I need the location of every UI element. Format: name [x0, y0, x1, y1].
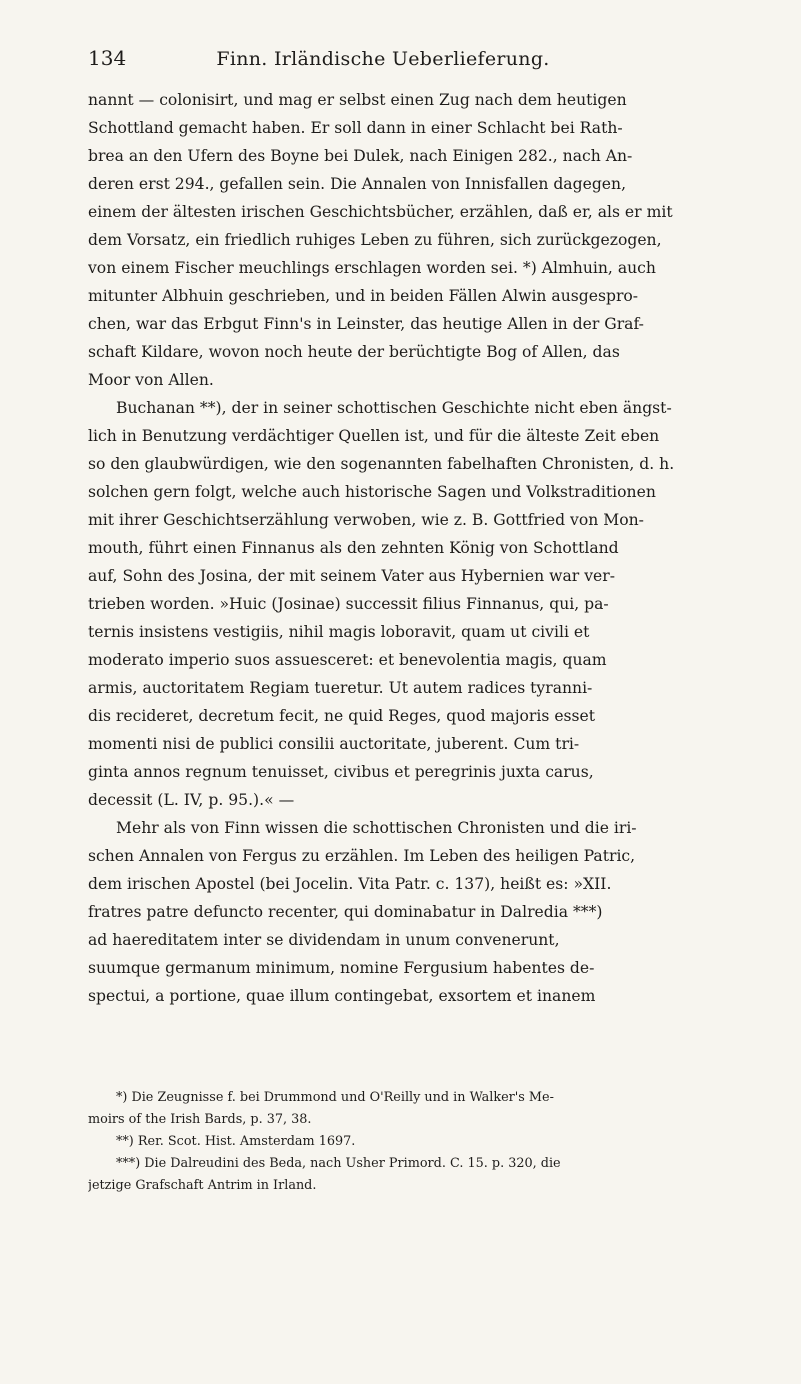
text-line: Moor von Allen. [88, 371, 214, 389]
text-line: moderato imperio suos assuesceret: et benevolentia magis, quam [88, 651, 607, 669]
text-line: decessit (L. IV, p. 95.).« — [88, 791, 295, 809]
text-line: mitunter Albhuin geschrieben, und in beiden Fällen Alwin ausgespro- [88, 287, 639, 305]
text-line: dem Vorsatz, ein friedlich ruhiges Leben zu führen, sich zurückgezogen, [88, 231, 662, 249]
text-line: dis recideret, decretum fecit, ne quid Reges, quod majoris esset [88, 707, 596, 725]
text-line: solchen gern folgt, welche auch historische Sagen und Volkstraditionen [88, 483, 656, 501]
text-line: mouth, führt einen Finnanus als den zehnten König von Schottland [88, 539, 619, 557]
text-line: brea an den Ufern des Boyne bei Dulek, nach Einigen 282., nach An- [88, 147, 633, 165]
text-line: armis, auctoritatem Regiam tueretur. Ut autem radices tyranni- [88, 679, 593, 697]
running-title: Finn. Irländische Ueberlieferung. [216, 48, 550, 70]
footnotes [88, 1087, 681, 1197]
footnote-line: moirs of the Irish Bards, p. 37, 38. [88, 1112, 312, 1127]
text-line: einem der ältesten irischen Geschichtsbücher, erzählen, daß er, als er mit [88, 203, 673, 221]
text-line: so den glaubwürdigen, wie den sogenannten fabelhaften Chronisten, d. h. [88, 455, 675, 473]
text-line: fratres patre defuncto recenter, qui dominabatur in Dalredia ***) [88, 903, 603, 921]
paragraph-start-line: Buchanan **), der in seiner schottischen Geschichte nicht eben ängst- [116, 399, 672, 417]
text-line: auf, Sohn des Josina, der mit seinem Vater aus Hybernien war ver- [88, 567, 615, 585]
text-line: suumque germanum minimum, nomine Fergusium habentes de- [88, 959, 595, 977]
paragraph-start-line: Mehr als von Finn wissen die schottischen Chronisten und die iri- [116, 819, 637, 837]
footnote-line: jetzige Grafschaft Antrim in Irland. [88, 1178, 317, 1193]
text-line: schaft Kildare, wovon noch heute der berüchtigte Bog of Allen, das [88, 343, 620, 361]
footnote-line: ***) Die Dalreudini des Beda, nach Usher Primord. C. 15. p. 320, die [116, 1156, 561, 1171]
text-line: schen Annalen von Fergus zu erzählen. Im Leben des heiligen Patric, [88, 847, 636, 865]
body-text [88, 86, 681, 1010]
text-line: ternis insistens vestigiis, nihil magis loboravit, quam ut civili et [88, 623, 590, 641]
text-line: von einem Fischer meuchlings erschlagen worden sei. *) Almhuin, auch [88, 259, 656, 277]
text-line: Schottland gemacht haben. Er soll dann in einer Schlacht bei Rath- [88, 119, 623, 137]
text-line: ginta annos regnum tenuisset, civibus et peregrinis juxta carus, [88, 763, 594, 781]
page-number: 134 [88, 46, 127, 70]
text-line: dem irischen Apostel (bei Jocelin. Vita Patr. c. 137), heißt es: »XII. [88, 875, 612, 893]
text-line: trieben worden. »Huic (Josinae) successit filius Finnanus, qui, pa- [88, 595, 609, 613]
text-line: nannt — colonisirt, und mag er selbst einen Zug nach dem heutigen [88, 91, 627, 109]
text-line: ad haereditatem inter se dividendam in unum convenerunt, [88, 931, 560, 949]
text-line: chen, war das Erbgut Finn's in Leinster, das heutige Allen in der Graf- [88, 315, 644, 333]
text-line: mit ihrer Geschichtserzählung verwoben, wie z. B. Gottfried von Mon- [88, 511, 644, 529]
text-line: deren erst 294., gefallen sein. Die Annalen von Innisfallen dagegen, [88, 175, 627, 193]
footnote-line: *) Die Zeugnisse f. bei Drummond und O'Reilly und in Walker's Me- [116, 1090, 554, 1105]
text-line: momenti nisi de publici consilii auctoritate, juberent. Cum tri- [88, 735, 580, 753]
page-header [88, 46, 678, 80]
footnote-line: **) Rer. Scot. Hist. Amsterdam 1697. [116, 1134, 356, 1149]
text-line: spectui, a portione, quae illum contingebat, exsortem et inanem [88, 987, 596, 1005]
text-line: lich in Benutzung verdächtiger Quellen ist, und für die älteste Zeit eben [88, 427, 660, 445]
